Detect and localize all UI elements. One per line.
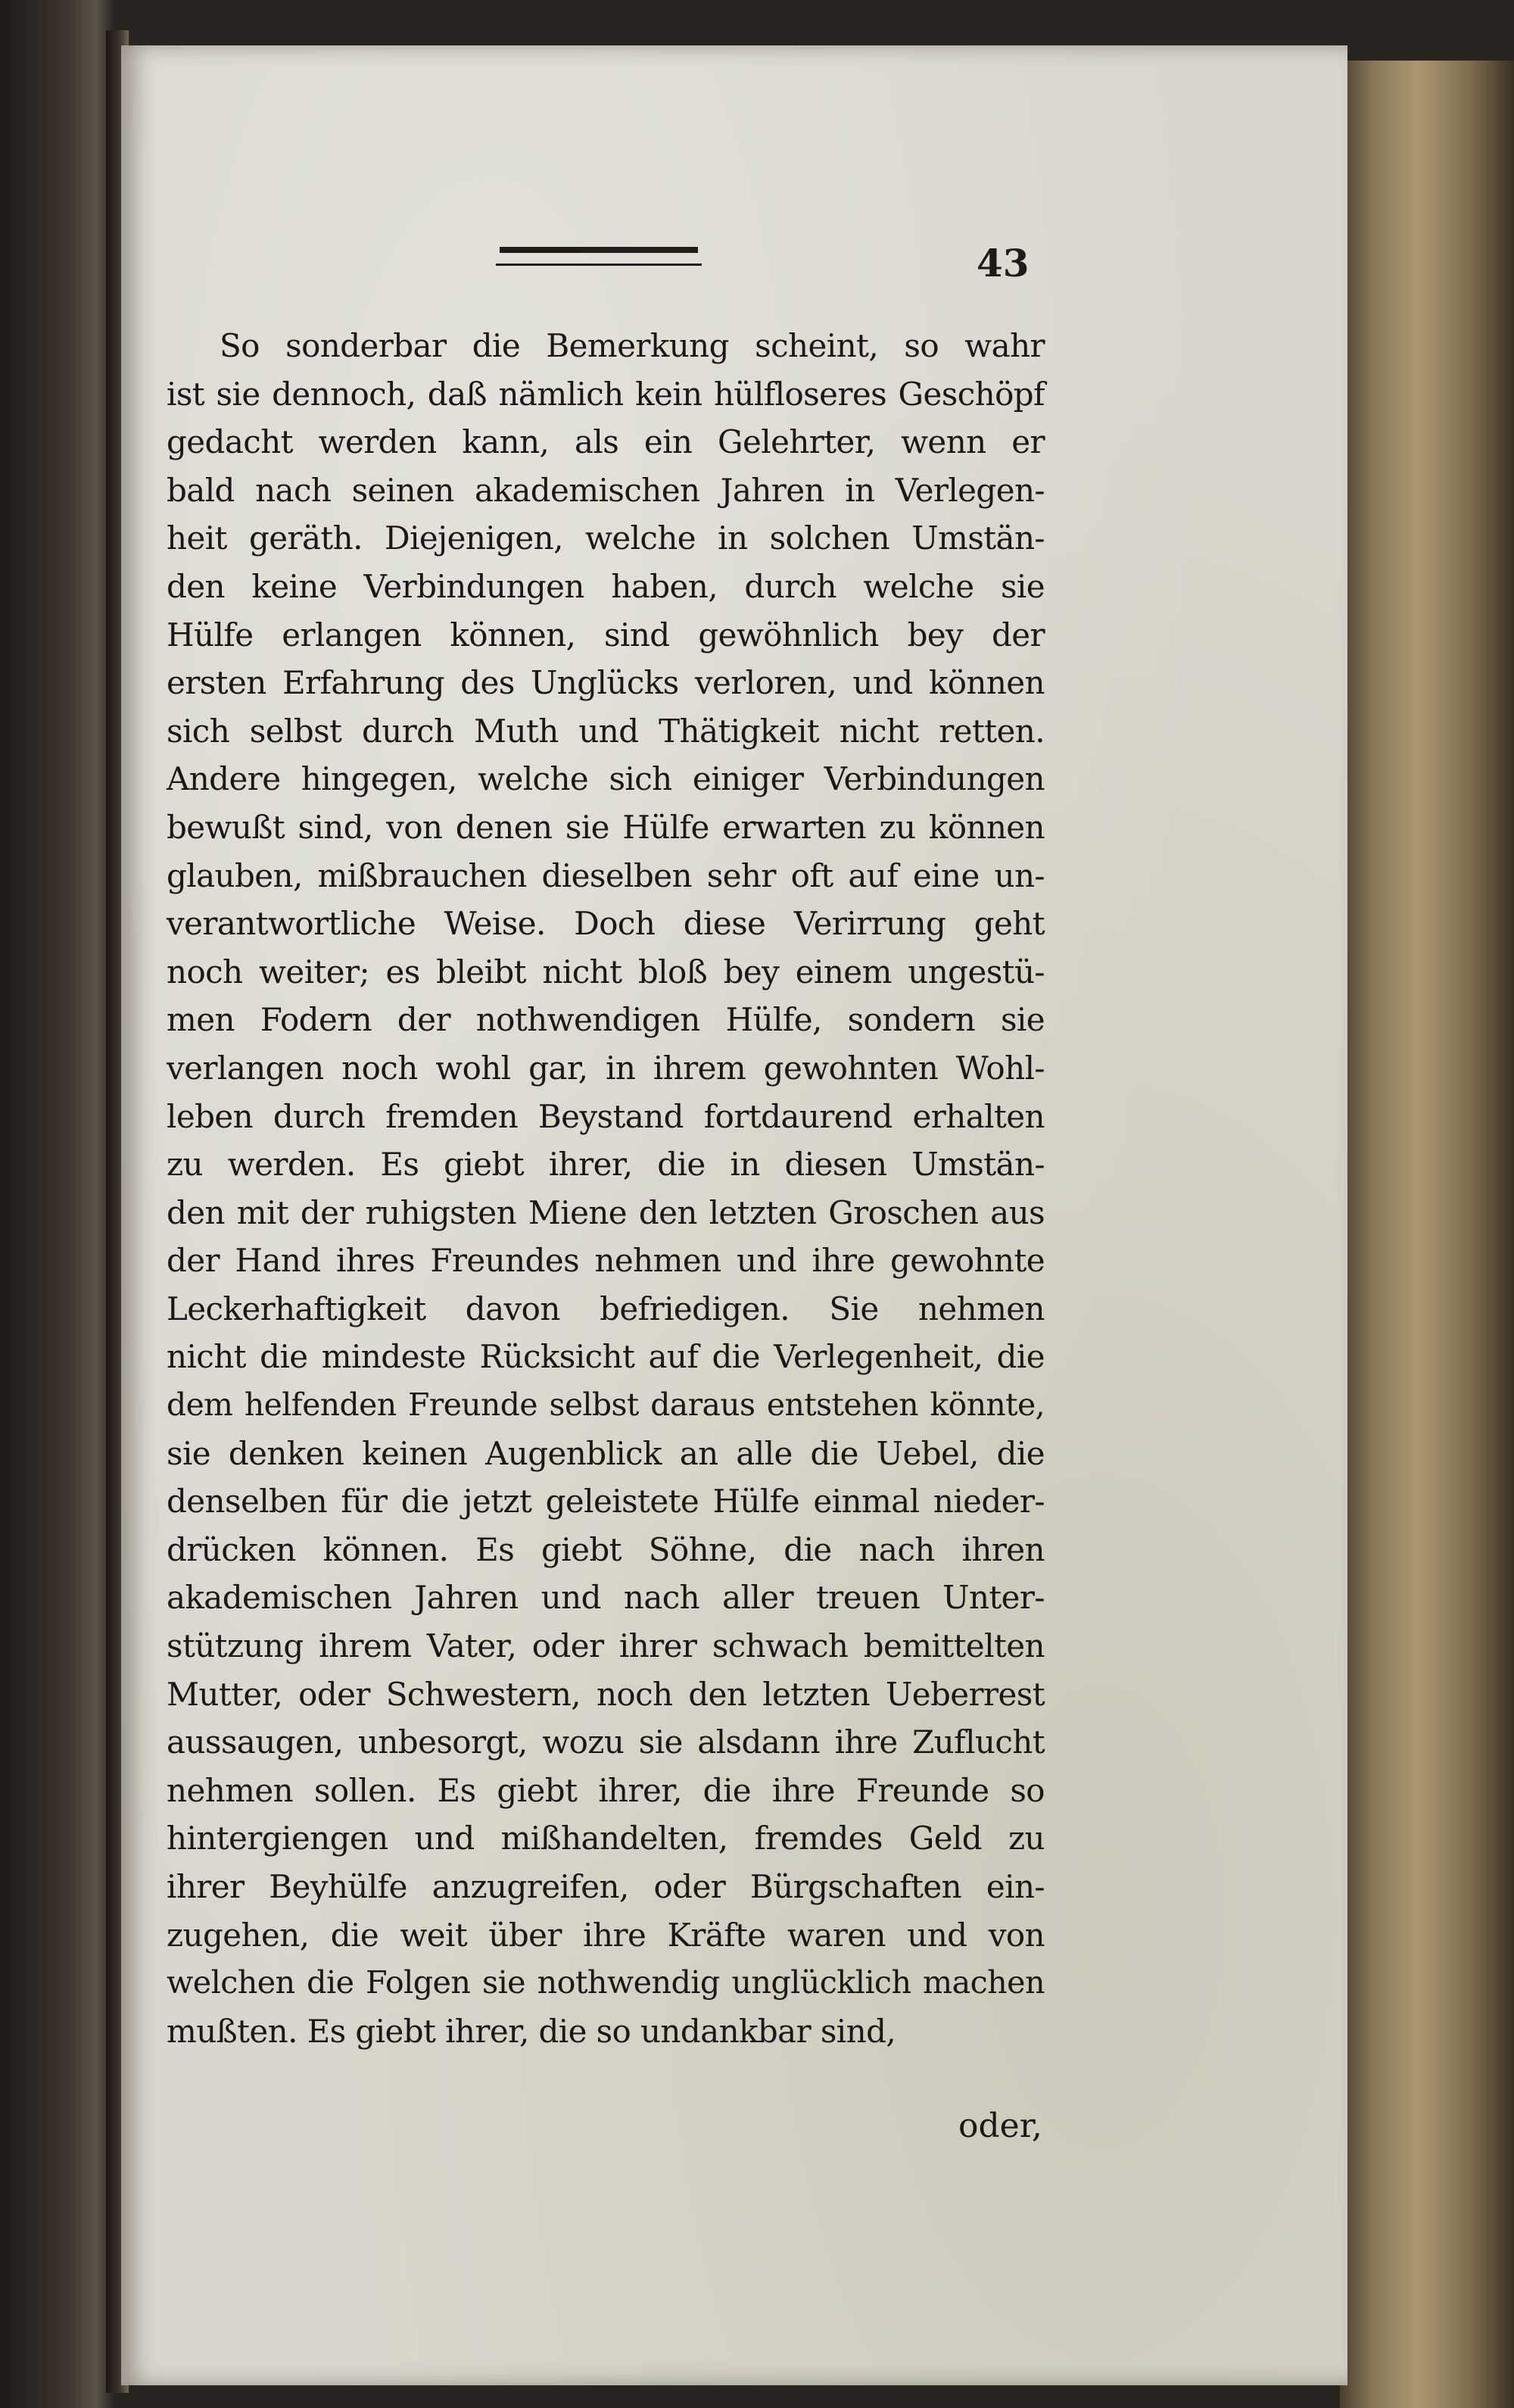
text-line: noch weiter; es bleibt nicht bloß bey einem ungestü- — [167, 953, 1045, 990]
text-line: der Hand ihres Freundes nehmen und ihre gewohnte — [167, 1242, 1045, 1280]
text-line: Leckerhaftigkeit davon befriedigen. Sie nehmen — [167, 1290, 1045, 1327]
text-line: nehmen sollen. Es giebt ihrer, die ihre Freunde so — [167, 1771, 1045, 1809]
text-line: ersten Erfahrung des Unglücks verloren, und können — [167, 664, 1045, 702]
body-text — [167, 322, 1045, 2055]
text-line: stützung ihrem Vater, oder ihrer schwach bemittelten — [167, 1627, 1045, 1665]
text-line: verlangen noch wohl gar, in ihrem gewohnten Wohl- — [167, 1049, 1045, 1087]
text-line: zugehen, die weit über ihre Kräfte waren und von — [167, 1916, 1045, 1954]
header-rule — [500, 247, 698, 253]
text-line: akademischen Jahren und nach aller treuen Unter- — [167, 1579, 1045, 1617]
text-line: sich selbst durch Muth und Thätigkeit nicht retten. — [167, 712, 1045, 750]
text-line: leben durch fremden Beystand fortdaurend erhalten — [167, 1097, 1045, 1135]
text-line: drücken können. Es giebt Söhne, die nach ihren — [167, 1530, 1045, 1568]
text-line: bald nach seinen akademischen Jahren in Verlegen- — [167, 471, 1045, 509]
text-line: Andere hingegen, welche sich einiger Verbindungen — [167, 760, 1045, 798]
page-number: 43 — [977, 241, 1030, 285]
text-line: Hülfe erlangen können, sind gewöhnlich bey der — [167, 616, 1045, 653]
text-line: hintergiengen und mißhandelten, fremdes Geld zu — [167, 1820, 1045, 1857]
text-line: heit geräth. Diejenigen, welche in solchen Umstän- — [167, 519, 1045, 557]
text-line: aussaugen, unbesorgt, wozu sie alsdann ihre Zuflucht — [167, 1723, 1045, 1761]
book-edge — [1340, 61, 1514, 2408]
text-line: Mutter, oder Schwestern, noch den letzten Ueberrest — [167, 1675, 1045, 1713]
text-line: denselben für die jetzt geleistete Hülfe einmal nieder- — [167, 1483, 1045, 1521]
text-line: den mit der ruhigsten Miene den letzten Groschen aus — [167, 1193, 1045, 1231]
text-line: dem helfenden Freunde selbst daraus entstehen könnte, — [167, 1386, 1045, 1424]
text-line: nicht die mindeste Rücksicht auf die Verlegenheit, die — [167, 1338, 1045, 1376]
text-line: men Fodern der nothwendigen Hülfe, sondern sie — [167, 1001, 1045, 1039]
text-line: verantwortliche Weise. Doch diese Verirrung geht — [167, 905, 1045, 943]
header-rule-thin — [496, 264, 702, 266]
text-line: welchen die Folgen sie nothwendig unglücklich machen — [167, 1964, 1045, 2001]
text-line: den keine Verbindungen haben, durch welche sie — [167, 567, 1045, 605]
text-line: So sonderbar die Bemerkung scheint, so wahr — [220, 327, 1045, 364]
text-line: bewußt sind, von denen sie Hülfe erwarten zu können — [167, 808, 1045, 846]
left-page-edge — [0, 0, 114, 2408]
text-line: sie denken keinen Augenblick an alle die Uebel, die — [167, 1434, 1045, 1472]
catchword: oder, — [958, 2107, 1042, 2145]
text-line: ihrer Beyhülfe anzugreifen, oder Bürgschaften ein- — [167, 1868, 1045, 1905]
text-line: gedacht werden kann, als ein Gelehrter, wenn er — [167, 423, 1045, 461]
text-line: zu werden. Es giebt ihrer, die in diesen Umstän- — [167, 1146, 1045, 1184]
text-line: mußten. Es giebt ihrer, die so undankbar sind, — [167, 2012, 896, 2050]
text-line: glauben, mißbrauchen dieselben sehr oft auf eine un- — [167, 856, 1045, 894]
text-line: ist sie dennoch, daß nämlich kein hülfloseres Geschöpf — [167, 375, 1045, 413]
